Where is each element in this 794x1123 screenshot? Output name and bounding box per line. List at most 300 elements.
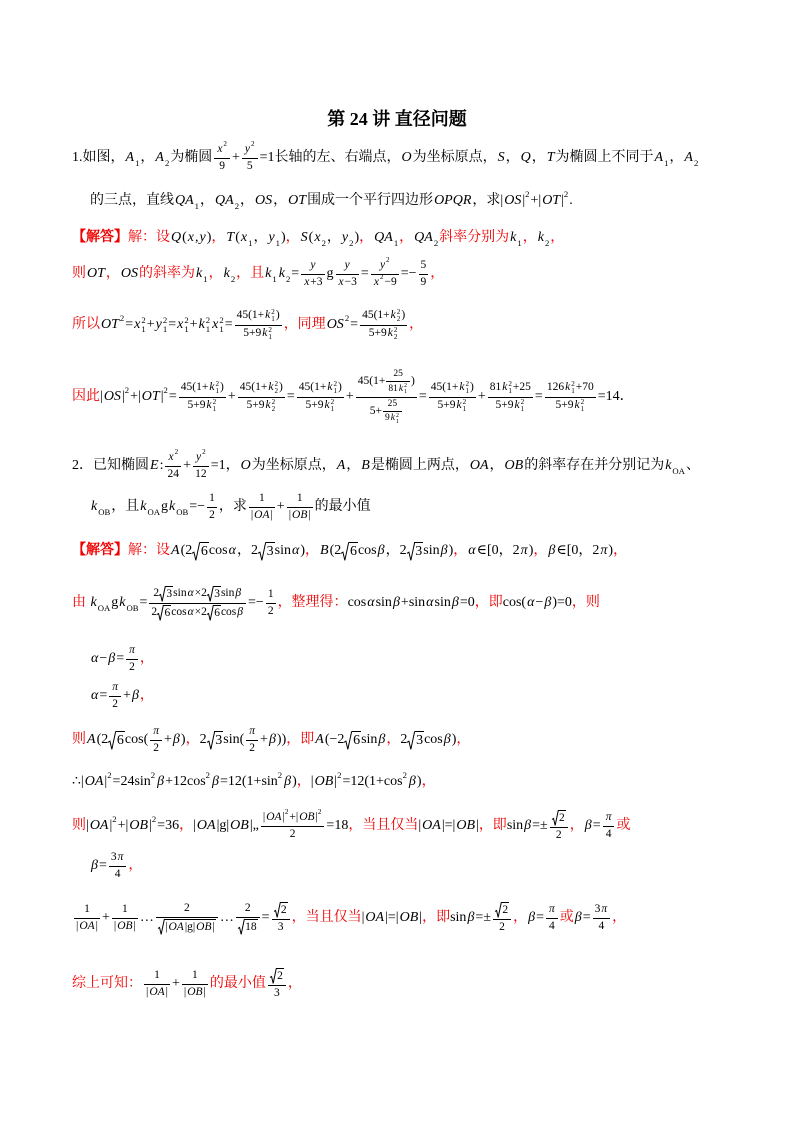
subscript: 1 xyxy=(664,157,669,168)
text-run: ( xyxy=(182,229,187,245)
radical-sign-icon xyxy=(407,731,415,750)
radicand xyxy=(164,919,216,935)
subscript: 2 xyxy=(433,237,439,248)
radicand xyxy=(558,810,566,826)
fraction-numerator xyxy=(165,447,181,467)
radicand xyxy=(349,542,358,561)
fraction xyxy=(156,902,218,935)
solution-2-line-8 xyxy=(90,846,142,886)
text-run: = xyxy=(224,316,233,332)
math-variable: k xyxy=(265,309,271,322)
answer-text: ，当且仅当 xyxy=(291,909,362,925)
math-variable: k xyxy=(387,327,393,340)
text-run: 3 xyxy=(166,587,173,600)
radicand xyxy=(200,542,209,561)
fraction-denominator xyxy=(383,412,402,425)
math-variable: α xyxy=(228,542,236,558)
fraction-denominator xyxy=(236,918,260,935)
square-root xyxy=(207,586,221,602)
math-variable: OB xyxy=(196,920,212,933)
text-run: +| xyxy=(117,817,129,833)
fraction xyxy=(419,259,429,290)
math-variable: k xyxy=(456,399,462,412)
text-run: ) xyxy=(220,381,224,394)
superscript: 2 xyxy=(520,397,525,406)
text-run: 围成一个平行四边形 xyxy=(307,192,434,208)
fraction-denominator xyxy=(488,398,533,414)
text-run: |g| xyxy=(216,817,230,833)
sub-superscript xyxy=(404,383,408,395)
radicand xyxy=(244,919,258,935)
superscript: 2 xyxy=(330,397,335,406)
superscript: 2 xyxy=(251,139,255,148)
answer-text: ， xyxy=(569,817,584,833)
text-run: 25 xyxy=(387,398,398,409)
fraction xyxy=(383,399,402,426)
text-run: 1 xyxy=(191,968,198,981)
math-variable: k xyxy=(206,399,212,412)
math-variable: x xyxy=(373,275,379,288)
sub-superscript xyxy=(331,399,336,414)
math-variable: B xyxy=(361,457,370,473)
subscript: 1 xyxy=(248,237,253,248)
text-run: 4 xyxy=(114,867,121,880)
math-variable: OA xyxy=(266,810,282,823)
text-run: ×2 xyxy=(194,586,207,599)
problem-2-statement-line-1 xyxy=(72,446,700,486)
math-variable: x xyxy=(168,450,174,463)
subscript: OA xyxy=(97,602,111,613)
text-run: 5+9 xyxy=(495,399,514,412)
text-run: ) xyxy=(279,381,283,394)
fraction-numerator xyxy=(383,399,402,412)
math-variable: β xyxy=(528,909,536,925)
math-variable: OPQR xyxy=(434,192,472,208)
fraction-denominator xyxy=(126,660,138,675)
fraction xyxy=(249,492,275,523)
text-run: | xyxy=(418,817,422,833)
text-run: 45(1+ xyxy=(298,381,327,394)
answer-text: ， xyxy=(185,731,200,747)
answer-text: ， xyxy=(211,229,226,245)
text-run: ， xyxy=(346,457,361,473)
text-run: 、 xyxy=(685,457,700,473)
solution-2-line-2 xyxy=(72,581,600,625)
radicand xyxy=(415,731,424,750)
text-run: 5+9 xyxy=(246,399,265,412)
sub-superscript xyxy=(396,413,400,425)
math-variable: π xyxy=(117,850,124,863)
fraction xyxy=(179,381,226,414)
math-variable: k xyxy=(537,229,544,245)
answer-text: ， xyxy=(513,909,528,925)
text-run: | xyxy=(250,508,254,521)
radical-sign-icon xyxy=(552,810,558,826)
text-run: ， xyxy=(140,149,155,165)
superscript: 2 xyxy=(212,397,217,406)
math-variable: OB xyxy=(117,919,133,932)
text-run: | xyxy=(212,920,215,933)
math-variable: T xyxy=(546,149,555,165)
radicand xyxy=(214,731,223,750)
text-run: 6 xyxy=(200,543,208,559)
text-run: 6 xyxy=(349,543,357,559)
text-run: 126 xyxy=(546,381,565,394)
fraction-denominator xyxy=(301,275,324,290)
text-run: 45(1+ xyxy=(362,309,390,322)
math-variable: π xyxy=(601,902,608,915)
solution-2-line-6 xyxy=(72,770,436,794)
text-run: | xyxy=(193,817,196,833)
fraction-numerator xyxy=(272,902,290,920)
text-run: cos xyxy=(357,542,377,558)
text-run: | xyxy=(270,508,273,521)
sub-superscript xyxy=(272,399,277,414)
answer-label: 【解答】 xyxy=(72,542,128,558)
square-root xyxy=(341,542,358,561)
text-run: 2 xyxy=(249,741,256,754)
math-variable: k xyxy=(169,498,176,514)
solution-2-line-9 xyxy=(72,894,626,942)
text-run: 2 xyxy=(129,660,135,673)
math-variable: O xyxy=(401,149,412,165)
subscript: 1 xyxy=(141,324,146,334)
fraction xyxy=(74,903,100,934)
text-run: 2 xyxy=(400,731,408,747)
math-variable: β xyxy=(108,650,116,666)
text-run: 9 xyxy=(384,413,390,424)
fraction-denominator xyxy=(182,985,208,1000)
text-run: sin xyxy=(173,586,187,599)
text-run: 1 xyxy=(121,902,128,915)
math-variable: α xyxy=(367,594,375,610)
subscript: 1 xyxy=(395,419,399,426)
text-run: = xyxy=(116,650,125,666)
math-variable: k xyxy=(140,498,147,514)
fraction-numerator xyxy=(74,903,100,919)
text-run: 12 xyxy=(195,467,207,480)
subscript: 2 xyxy=(164,157,170,168)
fraction-numerator xyxy=(109,681,121,697)
text-run: | xyxy=(361,909,365,925)
math-variable: β xyxy=(212,773,219,789)
subscript: 1 xyxy=(215,387,220,396)
fraction-denominator xyxy=(261,827,325,842)
math-variable: OA xyxy=(469,457,489,473)
fraction-numerator xyxy=(386,369,410,382)
text-run: 3 xyxy=(266,543,274,559)
text-run: 5+9 xyxy=(555,399,574,412)
text-run: = xyxy=(261,909,270,925)
radical-sign-icon xyxy=(108,731,116,750)
fraction xyxy=(268,968,286,1001)
text-run: 18 xyxy=(245,920,257,933)
text-run: −9 xyxy=(384,275,397,288)
radicand xyxy=(213,586,221,602)
text-run: | xyxy=(121,388,125,404)
math-variable: k xyxy=(198,316,205,332)
problem-1-statement-line-2 xyxy=(90,189,573,213)
text-run: 6 xyxy=(116,732,124,748)
radicand xyxy=(501,902,509,918)
fraction-numerator xyxy=(249,492,275,508)
text-run: + xyxy=(101,909,110,925)
fraction xyxy=(246,725,258,756)
math-variable: x xyxy=(177,316,184,332)
answer-text: ， xyxy=(409,316,424,332)
text-run: = xyxy=(534,388,543,404)
text-run: (2 xyxy=(96,731,109,747)
answer-text: ， xyxy=(453,542,468,558)
text-run: ) xyxy=(411,375,415,388)
text-run: + xyxy=(227,388,236,404)
text-run: ， xyxy=(240,192,255,208)
math-variable: x xyxy=(304,275,310,288)
answer-text: ，整理得： xyxy=(277,594,348,610)
text-run: 9 xyxy=(219,159,226,172)
fraction xyxy=(193,447,209,482)
math-variable: π xyxy=(112,680,119,693)
text-run: : xyxy=(159,457,164,473)
answer-text: ，即 xyxy=(478,817,507,833)
superscript: 2 xyxy=(402,770,407,781)
math-variable: α xyxy=(187,586,194,599)
square-root xyxy=(258,542,275,561)
radicand xyxy=(280,902,288,918)
text-run: =12(1+cos xyxy=(342,773,403,789)
text-run: = xyxy=(582,909,591,925)
answer-text: 的最小值 xyxy=(209,975,266,991)
superscript: 2 xyxy=(404,383,407,390)
text-run: cos xyxy=(424,731,443,747)
text-run: ×2 xyxy=(194,605,207,618)
fraction-numerator xyxy=(301,259,324,275)
answer-text: ， xyxy=(208,265,223,281)
superscript: 2 xyxy=(571,379,575,388)
fraction-denominator xyxy=(144,985,170,1000)
radical-sign-icon xyxy=(407,542,415,561)
fraction xyxy=(386,369,410,396)
fraction xyxy=(214,139,230,174)
text-run: ) xyxy=(470,381,474,394)
math-variable: OB xyxy=(456,817,475,833)
subscript: 2 xyxy=(234,200,240,211)
text-run: =− xyxy=(248,594,264,610)
text-run: + xyxy=(164,731,172,747)
fraction-denominator xyxy=(603,827,615,842)
text-run: =± xyxy=(532,817,548,833)
answer-text: ，即 xyxy=(474,594,503,610)
answer-text: ， xyxy=(305,542,320,558)
text-run: 2 xyxy=(244,901,251,914)
text-run: + xyxy=(146,316,155,332)
subscript: OA xyxy=(147,506,161,517)
fraction-numerator xyxy=(193,447,209,467)
math-variable: k xyxy=(262,327,268,340)
fraction-denominator xyxy=(419,275,429,290)
math-variable: OA xyxy=(254,508,270,521)
text-run: +3 xyxy=(310,275,323,288)
text-run: cos( xyxy=(502,594,527,610)
text-run: ) xyxy=(180,731,186,747)
math-variable: A xyxy=(315,731,324,747)
text-run: ∴| xyxy=(72,773,84,789)
text-run: ，2 xyxy=(236,542,258,558)
answer-text: 斜率分别为 xyxy=(439,229,510,245)
text-run: ， xyxy=(253,229,268,245)
math-variable: β xyxy=(237,605,244,618)
text-run: 5+9 xyxy=(368,327,387,340)
text-run: 为坐标原点， xyxy=(412,149,497,165)
fraction xyxy=(144,969,170,1000)
math-variable: OS xyxy=(255,192,273,208)
subscript: OB xyxy=(126,602,139,613)
sub-superscript xyxy=(581,399,586,414)
square-root xyxy=(238,919,258,935)
text-run: 5+ xyxy=(369,404,382,417)
fraction-numerator xyxy=(156,902,218,918)
math-variable: β xyxy=(524,817,532,833)
math-variable: A xyxy=(654,149,664,165)
math-variable: β xyxy=(157,773,165,789)
math-variable: α xyxy=(91,650,99,666)
answer-text: ， xyxy=(296,773,311,789)
text-run: +12cos xyxy=(165,773,206,789)
subscript: 1 xyxy=(272,273,277,284)
subscript: 1 xyxy=(271,315,275,324)
text-run: ， xyxy=(273,192,288,208)
solution-2-conclusion xyxy=(72,962,302,1006)
fraction xyxy=(165,447,181,482)
text-run: | xyxy=(522,192,526,208)
text-run: +70 xyxy=(575,381,594,394)
text-run: ∈[0，2 xyxy=(556,542,600,558)
answer-text: ， xyxy=(533,542,548,558)
math-variable: OB xyxy=(292,508,308,521)
fraction xyxy=(112,903,138,934)
answer-text: 则 xyxy=(72,817,86,833)
answer-text: 综上可知： xyxy=(72,975,142,991)
text-run: | xyxy=(183,985,187,998)
text-run: | xyxy=(288,508,292,521)
superscript: 2 xyxy=(174,447,179,456)
fraction-numerator xyxy=(126,644,138,660)
answer-text: ， xyxy=(399,229,414,245)
math-variable: k xyxy=(665,457,672,473)
math-variable: OT xyxy=(141,388,160,404)
text-run: 1.如图， xyxy=(72,149,125,165)
text-run: ，2 xyxy=(385,542,407,558)
text-run: sin xyxy=(434,594,451,610)
text-run: ， xyxy=(669,149,684,165)
solution-1-line-3 xyxy=(72,303,423,347)
text-run: =36 xyxy=(157,817,180,833)
fraction-numerator xyxy=(207,492,217,508)
text-run: 4 xyxy=(548,919,555,932)
square-root xyxy=(157,605,171,621)
math-variable: OA xyxy=(422,817,441,833)
text-run: 3 xyxy=(416,732,424,748)
fraction-denominator xyxy=(550,828,568,843)
math-variable: β xyxy=(440,542,448,558)
math-variable: OA xyxy=(79,919,95,932)
fraction-denominator xyxy=(109,697,121,712)
text-run: | xyxy=(262,810,266,823)
answer-text: ， xyxy=(612,909,627,925)
text-run: 1 xyxy=(296,491,303,504)
text-run: =12(1+sin xyxy=(220,773,278,789)
math-variable: k xyxy=(502,381,508,394)
math-variable: QA xyxy=(215,192,234,208)
subscript: 2 xyxy=(274,387,279,396)
math-variable: x xyxy=(217,142,223,155)
math-variable: k xyxy=(223,265,230,281)
answer-text: ，且 xyxy=(236,265,265,281)
fraction-numerator xyxy=(287,492,313,508)
math-variable: y xyxy=(379,258,386,271)
math-variable: β xyxy=(172,731,180,747)
text-run: =− xyxy=(400,265,417,281)
text-run: =18 xyxy=(326,817,349,833)
fraction xyxy=(182,969,208,1000)
subscript: 1 xyxy=(268,332,272,341)
math-variable: β xyxy=(584,817,592,833)
math-variable: β xyxy=(377,542,385,558)
answer-text: ， xyxy=(287,975,302,991)
text-run: 45(1+ xyxy=(239,381,268,394)
fraction-numerator xyxy=(266,588,276,604)
text-run: = xyxy=(350,316,359,332)
sub-superscript xyxy=(463,399,468,414)
solution-1-line-4 xyxy=(72,365,634,429)
text-run: 1 xyxy=(154,968,160,981)
math-variable: k xyxy=(390,309,396,322)
fraction-numerator xyxy=(429,381,476,398)
text-run: 5+9 xyxy=(437,399,456,412)
text-run: 的三点，直线 xyxy=(90,192,174,208)
subscript: 1 xyxy=(205,324,211,334)
text-run: 5+9 xyxy=(187,399,206,412)
math-variable: k xyxy=(390,413,395,424)
math-variable: OB xyxy=(129,817,149,833)
math-variable: y xyxy=(310,258,316,271)
fraction xyxy=(297,381,344,414)
math-variable: k xyxy=(327,381,333,394)
answer-text: ， xyxy=(105,265,120,281)
text-run: | xyxy=(203,985,206,998)
text-run: ，求| xyxy=(472,192,504,208)
square-root xyxy=(407,542,424,561)
text-run: + xyxy=(189,316,198,332)
text-run: ， xyxy=(200,192,215,208)
math-variable: β xyxy=(268,731,276,747)
text-run: … xyxy=(219,909,234,925)
fraction-numerator xyxy=(419,259,429,275)
subscript: 1 xyxy=(333,387,338,396)
subscript: 1 xyxy=(203,273,208,284)
fraction-denominator xyxy=(150,741,162,756)
text-run: 25 xyxy=(393,368,403,379)
text-run: |=| xyxy=(385,909,399,925)
text-run: g xyxy=(326,265,334,281)
text-run: 5+9 xyxy=(305,399,324,412)
text-run: 9 xyxy=(420,275,427,288)
fraction xyxy=(242,139,258,174)
subscript: 2 xyxy=(544,237,550,248)
fraction-denominator xyxy=(207,508,217,523)
text-run: | xyxy=(165,985,168,998)
text-run: | xyxy=(95,919,98,932)
